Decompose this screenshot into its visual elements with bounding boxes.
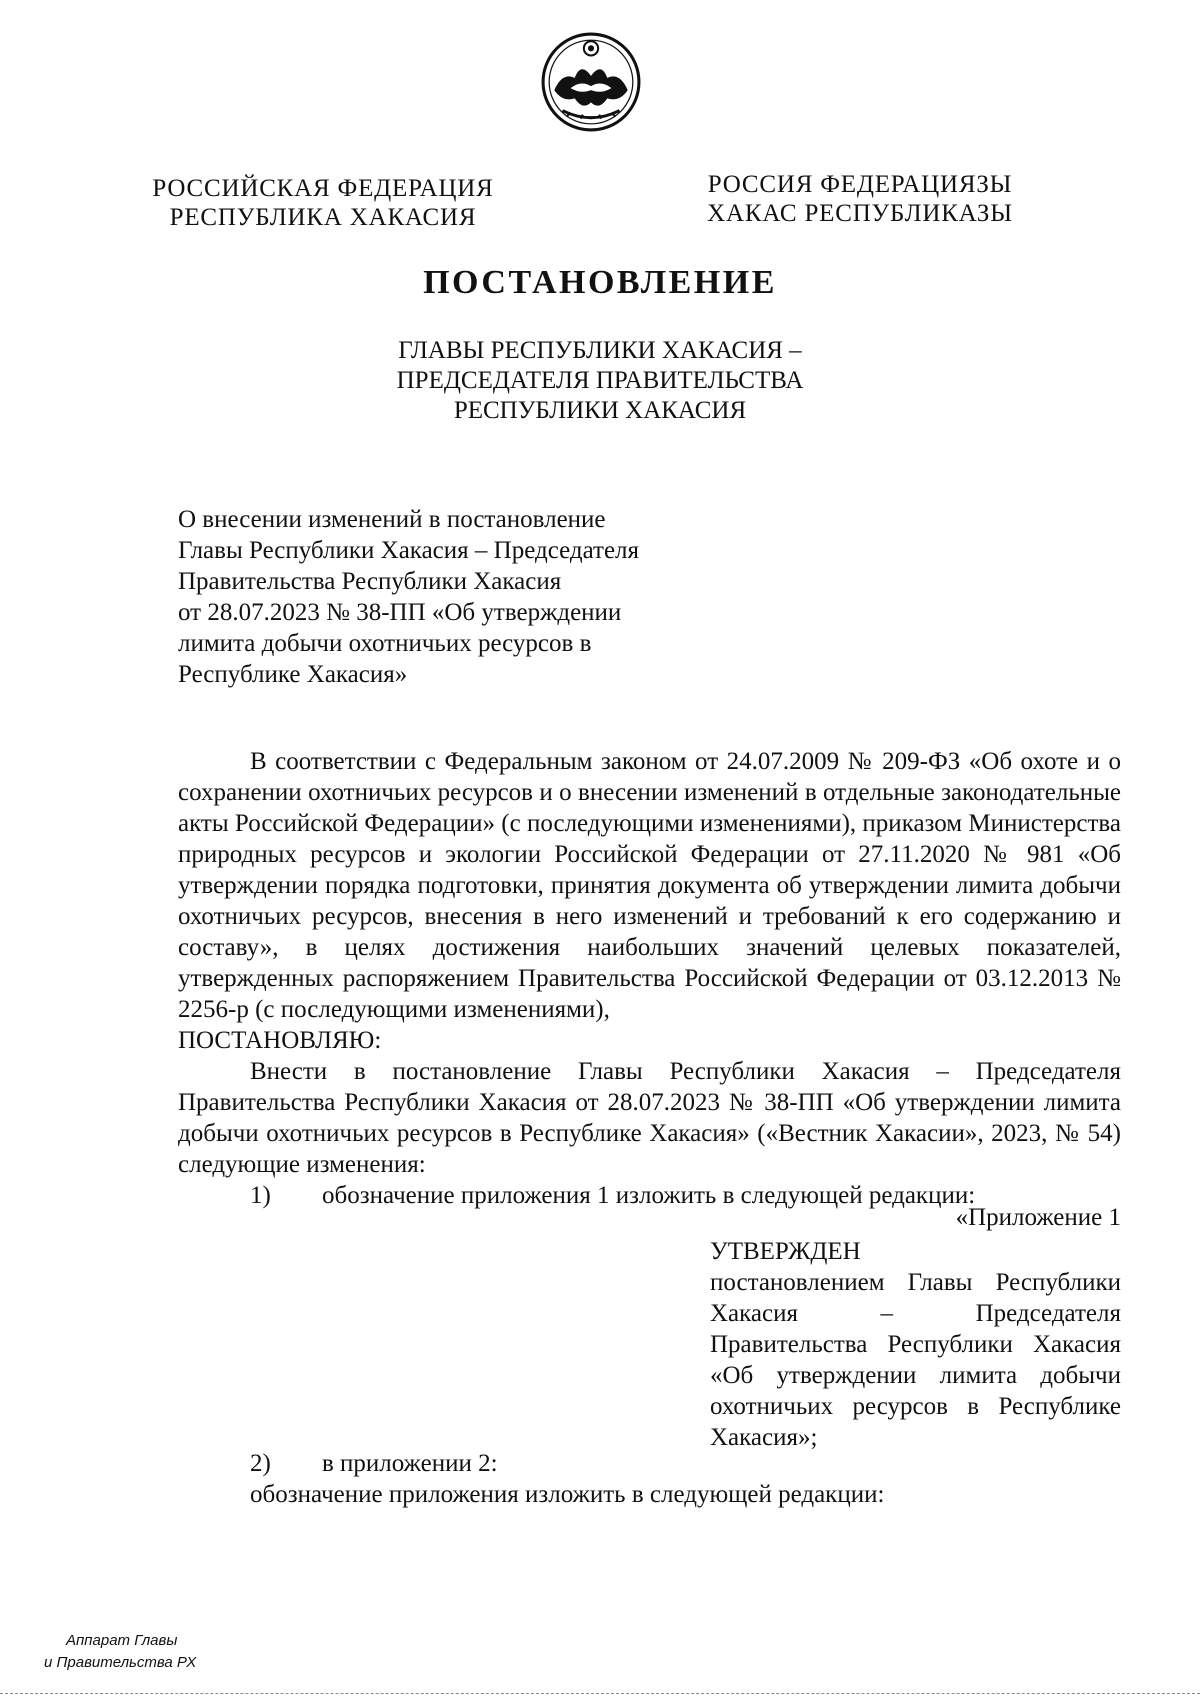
preamble-paragraph: В соответствии с Федеральным законом от 24.07.2009 № 209-ФЗ «Об охоте и о сохранении охотничьих ресурсов и о внесении изменений в отдельные законодательные акты Российской Федерации» (с последующими изменениями), приказом Министерства природных ресурсов и экологии Российской Федерации от 27.11.2020 № 981 «Об утверждении порядка подготовки, принятия документа об утверждении лимита добычи охотничьих ресурсов, внесения в него изменений и требований к его содержанию и составу», в целях достижения наибольших значений целевых показателей, утвержденных распоряжением Правительства Российской Федерации от 03.12.2013 № 2256-р (с последующими изменениями),	[178, 748, 1121, 1023]
approval-text: постановлением Главы Республики Хакасия – Председателя Правительства Республики Хакасия «Об утверждении лимита добычи охотничьих ресурсов в Республике Хакасия»;	[710, 1269, 1121, 1451]
list-item-text: обозначение приложения 1 изложить в следующей редакции:	[322, 1182, 976, 1209]
issuer-line: ГЛАВЫ РЕСПУБЛИКИ ХАКАСИЯ –	[398, 337, 802, 364]
subject-line: Правительства Республики Хакасия	[178, 568, 562, 595]
list-subitem-text: обозначение приложения изложить в следующей редакции:	[250, 1481, 885, 1508]
appendix-heading: «Приложение 1	[955, 1204, 1121, 1231]
approval-block	[710, 1236, 1121, 1453]
list-item	[250, 1448, 1120, 1479]
coat-of-arms-emblem	[540, 30, 642, 134]
header-right-block	[700, 170, 1020, 228]
subject-line: Главы Республики Хакасия – Председателя	[178, 537, 640, 564]
subject-line: О внесении изменений в постановление	[178, 506, 606, 533]
list-item-text: в приложении 2:	[322, 1450, 498, 1477]
stamp-line: Аппарат Главы	[66, 1632, 178, 1649]
subject-line: от 28.07.2023 № 38-ПП «Об утверждении	[178, 599, 622, 626]
intro-paragraph: Внести в постановление Главы Республики Хакасия – Председателя Правительства Республики Хакасия от 28.07.2023 № 38-ПП «Об утверждении лимита добычи охотничьих ресурсов в Республике Хакасия» («Вестник Хакасии», 2023, № 54) следующие изменения:	[178, 1058, 1121, 1178]
subject-block	[178, 504, 678, 690]
stamp-line: и Правительства РХ	[44, 1654, 197, 1671]
list-item-number: 2)	[250, 1450, 271, 1477]
header-left-line: РОССИЙСКАЯ ФЕДЕРАЦИЯ	[152, 175, 494, 202]
header-right-line: РОССИЯ ФЕДЕРАЦИЯЗЫ	[707, 171, 1013, 198]
office-stamp	[44, 1630, 196, 1674]
page-bottom-divider	[0, 1693, 1200, 1694]
issuer-block	[0, 336, 1200, 426]
issuer-line: РЕСПУБЛИКИ ХАКАСИЯ	[453, 397, 747, 424]
subject-line: Республике Хакасия»	[178, 661, 408, 688]
header-left-line: РЕСПУБЛИКА ХАКАСИЯ	[169, 204, 477, 231]
document-type-title: ПОСТАНОВЛЕНИЕ	[423, 264, 777, 301]
list-item-number: 1)	[250, 1182, 271, 1209]
header-right-line: ХАКАС РЕСПУБЛИКАЗЫ	[707, 200, 1013, 227]
main-body	[178, 746, 1121, 1211]
decree-word: ПОСТАНОВЛЯЮ:	[178, 1027, 382, 1054]
issuer-line: ПРЕДСЕДАТЕЛЯ ПРАВИТЕЛЬСТВА	[396, 367, 804, 394]
subject-line: лимита добычи охотничьих ресурсов в	[178, 630, 592, 657]
approval-title: УТВЕРЖДЕН	[710, 1238, 861, 1265]
header-left-block	[148, 174, 498, 232]
